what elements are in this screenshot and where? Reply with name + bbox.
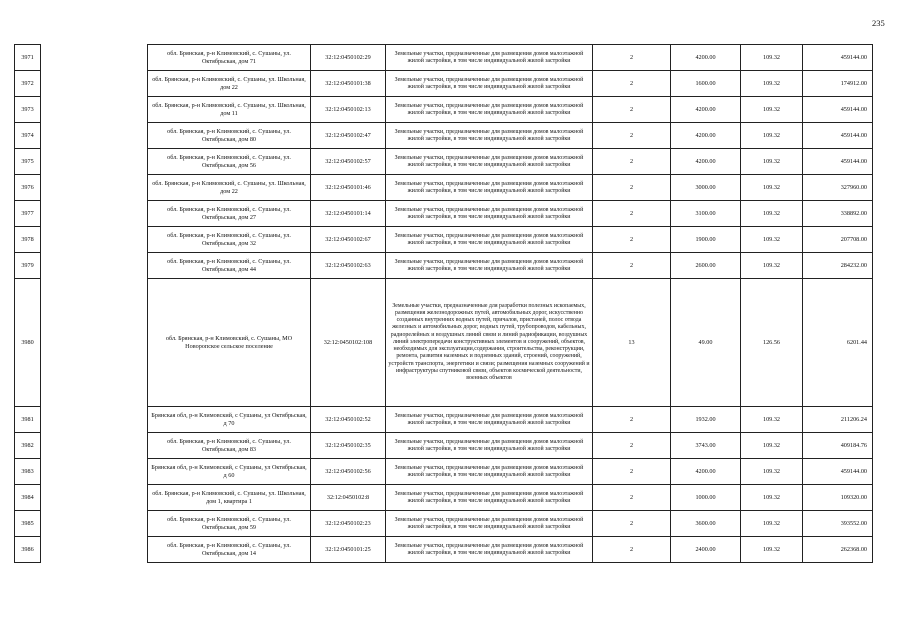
- group-cell: 13: [593, 279, 671, 407]
- spacer-cell: [41, 123, 148, 149]
- specific-value-cell: 109.32: [741, 433, 803, 459]
- cadastral-value-cell: 211206.24: [803, 407, 873, 433]
- group-cell: 2: [593, 537, 671, 563]
- table-row: [15, 227, 873, 253]
- area-cell: 4200.00: [671, 97, 741, 123]
- land-use-cell: Земельные участки, предназначенные для размещения домов малоэтажной жилой застройки, в том числе индивидуальной жилой застройки: [386, 407, 593, 433]
- area-cell: 1932.00: [671, 407, 741, 433]
- land-use-cell: Земельные участки, предназначенные для размещения домов малоэтажной жилой застройки, в том числе индивидуальной жилой застройки: [386, 149, 593, 175]
- land-use-cell: Земельные участки, предназначенные для размещения домов малоэтажной жилой застройки, в том числе индивидуальной жилой застройки: [386, 433, 593, 459]
- spacer-cell: [41, 253, 148, 279]
- specific-value-cell: 109.32: [741, 71, 803, 97]
- group-cell: 2: [593, 149, 671, 175]
- group-cell: 2: [593, 175, 671, 201]
- cadastral-value-cell: 6201.44: [803, 279, 873, 407]
- row-number: 3971: [15, 45, 41, 71]
- address-cell: обл. Брянская, р-н Климовский, с. Сушаны, ул. Октябрьская, дом 14: [148, 537, 311, 563]
- specific-value-cell: 109.32: [741, 227, 803, 253]
- cadastral-value-table: [14, 44, 873, 563]
- table-row: [15, 279, 873, 407]
- cadastral-number-cell: 32:12:0450101:38: [311, 71, 386, 97]
- specific-value-cell: 109.32: [741, 537, 803, 563]
- land-use-cell: Земельные участки, предназначенные для размещения домов малоэтажной жилой застройки, в том числе индивидуальной жилой застройки: [386, 45, 593, 71]
- cadastral-value-cell: 207708.00: [803, 227, 873, 253]
- row-number: 3973: [15, 97, 41, 123]
- specific-value-cell: 109.32: [741, 175, 803, 201]
- row-number: 3982: [15, 433, 41, 459]
- area-cell: 2600.00: [671, 253, 741, 279]
- row-number: 3979: [15, 253, 41, 279]
- area-cell: 1000.00: [671, 485, 741, 511]
- area-cell: 3100.00: [671, 201, 741, 227]
- cadastral-value-cell: 409184.76: [803, 433, 873, 459]
- land-use-cell: Земельные участки, предназначенные для разработки полезных ископаемых, размещения железнодорожных путей, автомобильных дорог, искусственно созданных внутренних водных путей, причалов, пристаней, полос отвода железных и автомобильных дорог, водных путей, трубопроводов, кабельных, радиорелейных и воздушных линий связи и линий радиофикации, воздушных линий электропередачи конструктивных элементов и сооружений, объектов, необходимых для эксплуатации,содержания, строительства, реконструкции, ремонта, развития наземных и подземных зданий, строений, сооружений, устройств транспорта, энергетики и связи; размещения наземных сооружений и инфраструктуры спутниковой связи, объектов космической деятельности, военных объектов: [386, 279, 593, 407]
- table-row: [15, 433, 873, 459]
- table-row: [15, 511, 873, 537]
- cadastral-value-cell: 393552.00: [803, 511, 873, 537]
- group-cell: 2: [593, 227, 671, 253]
- cadastral-value-cell: 459144.00: [803, 459, 873, 485]
- address-cell: обл. Брянская, р-н Климовский, с. Сушаны, ул. Школьная, дом 11: [148, 97, 311, 123]
- cadastral-value-cell: 459144.00: [803, 123, 873, 149]
- row-number: 3976: [15, 175, 41, 201]
- spacer-cell: [41, 485, 148, 511]
- table-row: [15, 97, 873, 123]
- address-cell: Брянская обл, р-н Климовский, с Сушаны, ул Октябрьская, д 70: [148, 407, 311, 433]
- table-row: [15, 149, 873, 175]
- address-cell: обл. Брянская, р-н Климовский, с. Сушаны, ул. Школьная, дом 22: [148, 175, 311, 201]
- group-cell: 2: [593, 253, 671, 279]
- group-cell: 2: [593, 407, 671, 433]
- land-use-cell: Земельные участки, предназначенные для размещения домов малоэтажной жилой застройки, в том числе индивидуальной жилой застройки: [386, 485, 593, 511]
- table-row: [15, 253, 873, 279]
- group-cell: 2: [593, 511, 671, 537]
- group-cell: 2: [593, 123, 671, 149]
- address-cell: обл. Брянская, р-н Климовский, с. Сушаны, ул. Школьная, дом 1, квартира 1: [148, 485, 311, 511]
- group-cell: 2: [593, 459, 671, 485]
- area-cell: 4200.00: [671, 149, 741, 175]
- address-cell: обл. Брянская, р-н Климовский, с. Сушаны, ул. Октябрьская, дом 71: [148, 45, 311, 71]
- row-number: 3983: [15, 459, 41, 485]
- cadastral-number-cell: 32:12:0450102:23: [311, 511, 386, 537]
- spacer-cell: [41, 279, 148, 407]
- spacer-cell: [41, 71, 148, 97]
- group-cell: 2: [593, 433, 671, 459]
- cadastral-number-cell: 32:12:0450102:63: [311, 253, 386, 279]
- table-row: [15, 485, 873, 511]
- area-cell: 2400.00: [671, 537, 741, 563]
- cadastral-value-cell: 327960.00: [803, 175, 873, 201]
- cadastral-value-cell: 338892.00: [803, 201, 873, 227]
- specific-value-cell: 109.32: [741, 253, 803, 279]
- specific-value-cell: 109.32: [741, 459, 803, 485]
- area-cell: 1600.00: [671, 71, 741, 97]
- specific-value-cell: 109.32: [741, 97, 803, 123]
- page-number: 235: [872, 18, 885, 28]
- specific-value-cell: 109.32: [741, 45, 803, 71]
- table-row: [15, 407, 873, 433]
- row-number: 3986: [15, 537, 41, 563]
- row-number: 3972: [15, 71, 41, 97]
- address-cell: Брянская обл, р-н Климовский, с Сушаны, ул Октябрьская, д 60: [148, 459, 311, 485]
- land-use-cell: Земельные участки, предназначенные для размещения домов малоэтажной жилой застройки, в том числе индивидуальной жилой застройки: [386, 511, 593, 537]
- cadastral-number-cell: 32:12:0450102:67: [311, 227, 386, 253]
- address-cell: обл. Брянская, р-н Климовский, с. Сушаны, ул. Школьная, дом 22: [148, 71, 311, 97]
- group-cell: 2: [593, 201, 671, 227]
- cadastral-number-cell: 32:12:0450101:25: [311, 537, 386, 563]
- table-row: [15, 201, 873, 227]
- area-cell: 1900.00: [671, 227, 741, 253]
- cadastral-number-cell: 32:12:0450102:35: [311, 433, 386, 459]
- address-cell: обл. Брянская, р-н Климовский, с. Сушаны, ул. Октябрьская, дом 83: [148, 433, 311, 459]
- spacer-cell: [41, 97, 148, 123]
- row-number: 3975: [15, 149, 41, 175]
- land-use-cell: Земельные участки, предназначенные для размещения домов малоэтажной жилой застройки, в том числе индивидуальной жилой застройки: [386, 537, 593, 563]
- specific-value-cell: 109.32: [741, 149, 803, 175]
- spacer-cell: [41, 407, 148, 433]
- area-cell: 3743.00: [671, 433, 741, 459]
- address-cell: обл. Брянская, р-н Климовский, с. Сушаны, МО Новоропское сельское поселение: [148, 279, 311, 407]
- cadastral-number-cell: 32:12:0450102:8: [311, 485, 386, 511]
- cadastral-value-cell: 262368.00: [803, 537, 873, 563]
- area-cell: 4200.00: [671, 45, 741, 71]
- row-number: 3984: [15, 485, 41, 511]
- address-cell: обл. Брянская, р-н Климовский, с. Сушаны, ул. Октябрьская, дом 56: [148, 149, 311, 175]
- address-cell: обл. Брянская, р-н Климовский, с. Сушаны, ул. Октябрьская, дом 32: [148, 227, 311, 253]
- spacer-cell: [41, 537, 148, 563]
- address-cell: обл. Брянская, р-н Климовский, с. Сушаны, ул. Октябрьская, дом 59: [148, 511, 311, 537]
- row-number: 3974: [15, 123, 41, 149]
- area-cell: 3000.00: [671, 175, 741, 201]
- specific-value-cell: 126.56: [741, 279, 803, 407]
- cadastral-number-cell: 32:12:0450102:52: [311, 407, 386, 433]
- specific-value-cell: 109.32: [741, 123, 803, 149]
- cadastral-number-cell: 32:12:0450102:47: [311, 123, 386, 149]
- spacer-cell: [41, 175, 148, 201]
- area-cell: 49.00: [671, 279, 741, 407]
- cadastral-number-cell: 32:12:0450102:56: [311, 459, 386, 485]
- specific-value-cell: 109.32: [741, 485, 803, 511]
- cadastral-value-cell: 459144.00: [803, 149, 873, 175]
- specific-value-cell: 109.32: [741, 407, 803, 433]
- land-use-cell: Земельные участки, предназначенные для размещения домов малоэтажной жилой застройки, в том числе индивидуальной жилой застройки: [386, 175, 593, 201]
- land-use-cell: Земельные участки, предназначенные для размещения домов малоэтажной жилой застройки, в том числе индивидуальной жилой застройки: [386, 71, 593, 97]
- table-row: [15, 537, 873, 563]
- row-number: 3977: [15, 201, 41, 227]
- spacer-cell: [41, 433, 148, 459]
- cadastral-value-cell: 459144.00: [803, 97, 873, 123]
- table-row: [15, 459, 873, 485]
- spacer-cell: [41, 45, 148, 71]
- table-row: [15, 123, 873, 149]
- cadastral-number-cell: 32:12:0450102:13: [311, 97, 386, 123]
- specific-value-cell: 109.32: [741, 511, 803, 537]
- table-row: [15, 71, 873, 97]
- land-use-cell: Земельные участки, предназначенные для размещения домов малоэтажной жилой застройки, в том числе индивидуальной жилой застройки: [386, 227, 593, 253]
- spacer-cell: [41, 149, 148, 175]
- table-body: [15, 45, 873, 563]
- area-cell: 3600.00: [671, 511, 741, 537]
- cadastral-value-cell: 284232.00: [803, 253, 873, 279]
- land-use-cell: Земельные участки, предназначенные для размещения домов малоэтажной жилой застройки, в том числе индивидуальной жилой застройки: [386, 123, 593, 149]
- land-use-cell: Земельные участки, предназначенные для размещения домов малоэтажной жилой застройки, в том числе индивидуальной жилой застройки: [386, 253, 593, 279]
- group-cell: 2: [593, 71, 671, 97]
- row-number: 3978: [15, 227, 41, 253]
- cadastral-number-cell: 32:12:0450102:29: [311, 45, 386, 71]
- table-row: [15, 45, 873, 71]
- address-cell: обл. Брянская, р-н Климовский, с. Сушаны, ул. Октябрьская, дом 80: [148, 123, 311, 149]
- cadastral-number-cell: 32:12:0450101:46: [311, 175, 386, 201]
- cadastral-value-cell: 109320.00: [803, 485, 873, 511]
- area-cell: 4200.00: [671, 459, 741, 485]
- cadastral-number-cell: 32:12:0450101:14: [311, 201, 386, 227]
- spacer-cell: [41, 459, 148, 485]
- spacer-cell: [41, 227, 148, 253]
- group-cell: 2: [593, 45, 671, 71]
- area-cell: 4200.00: [671, 123, 741, 149]
- table-row: [15, 175, 873, 201]
- cadastral-number-cell: 32:12:0450102:108: [311, 279, 386, 407]
- group-cell: 2: [593, 97, 671, 123]
- specific-value-cell: 109.32: [741, 201, 803, 227]
- land-use-cell: Земельные участки, предназначенные для размещения домов малоэтажной жилой застройки, в том числе индивидуальной жилой застройки: [386, 201, 593, 227]
- row-number: 3981: [15, 407, 41, 433]
- land-use-cell: Земельные участки, предназначенные для размещения домов малоэтажной жилой застройки, в том числе индивидуальной жилой застройки: [386, 97, 593, 123]
- spacer-cell: [41, 201, 148, 227]
- row-number: 3985: [15, 511, 41, 537]
- row-number: 3980: [15, 279, 41, 407]
- spacer-cell: [41, 511, 148, 537]
- address-cell: обл. Брянская, р-н Климовский, с. Сушаны, ул. Октябрьская, дом 27: [148, 201, 311, 227]
- cadastral-value-cell: 174912.00: [803, 71, 873, 97]
- cadastral-number-cell: 32:12:0450102:57: [311, 149, 386, 175]
- address-cell: обл. Брянская, р-н Климовский, с. Сушаны, ул. Октябрьская, дом 44: [148, 253, 311, 279]
- land-use-cell: Земельные участки, предназначенные для размещения домов малоэтажной жилой застройки, в том числе индивидуальной жилой застройки: [386, 459, 593, 485]
- group-cell: 2: [593, 485, 671, 511]
- cadastral-value-cell: 459144.00: [803, 45, 873, 71]
